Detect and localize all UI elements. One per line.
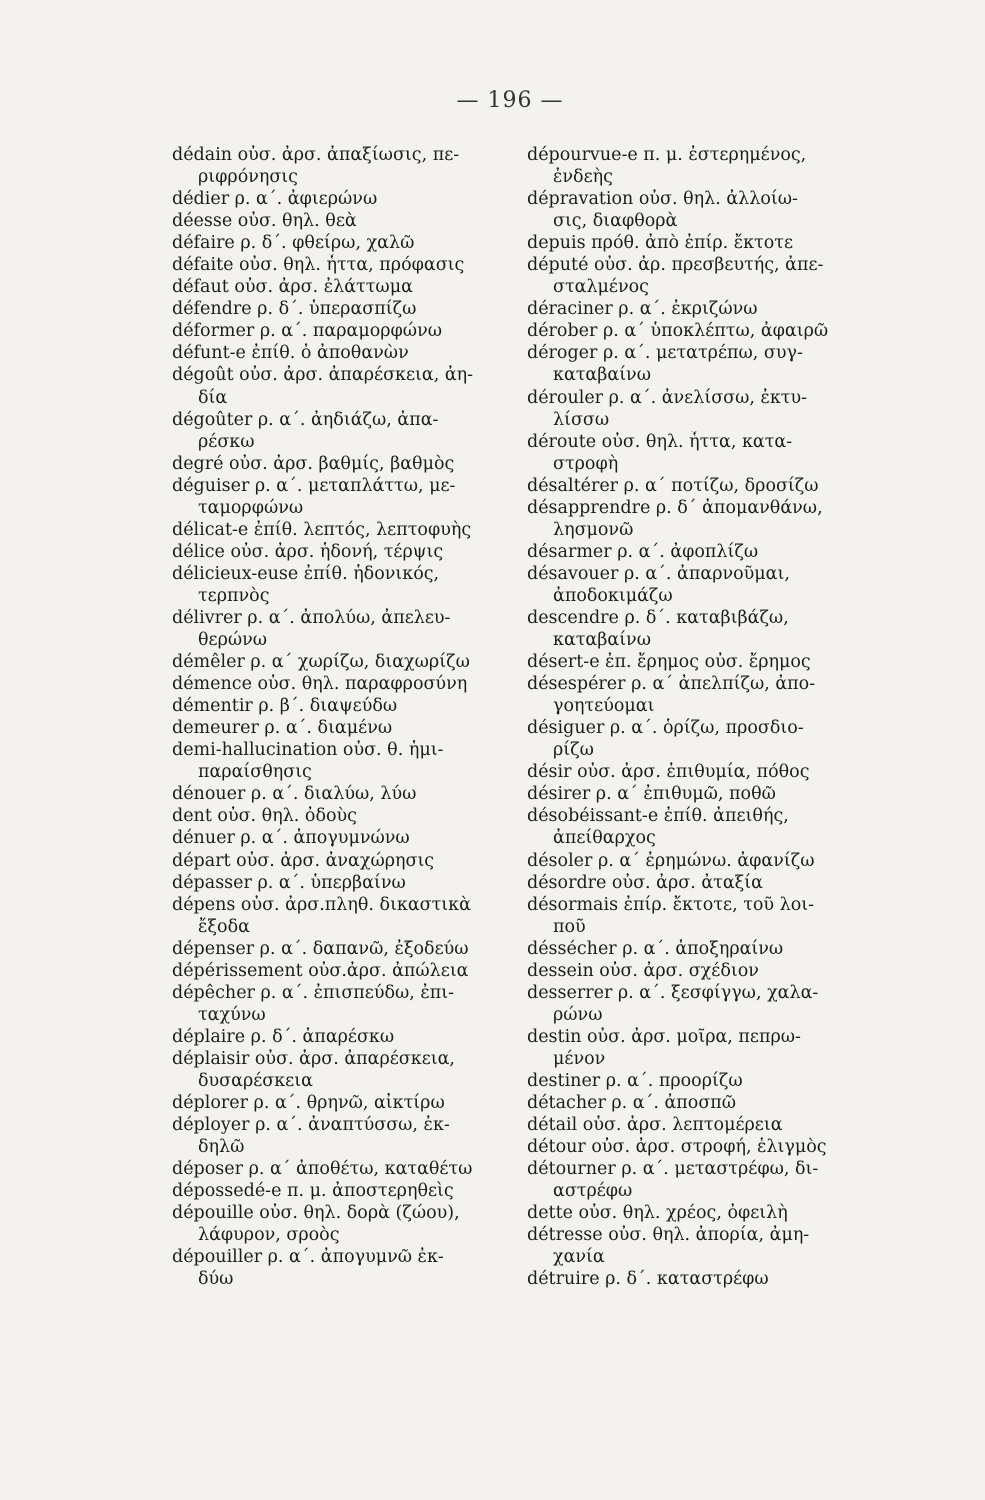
dictionary-entry: démence οὐσ. θηλ. παραφροσύνη bbox=[172, 674, 468, 695]
dictionary-entry: détacher ρ. α΄. ἀποσπῶ bbox=[527, 1093, 737, 1114]
dictionary-entry: dénuer ρ. α΄. ἀπογυμνώνω bbox=[172, 828, 410, 849]
dictionary-entry: déformer ρ. α΄. παραμορφώνω bbox=[172, 321, 442, 342]
dictionary-entry-continuation: λάφυρον, σροὸς bbox=[198, 1225, 340, 1246]
dictionary-entry: déroger ρ. α΄. μετατρέπω, συγ- bbox=[527, 343, 803, 364]
dictionary-entry: dédain οὐσ. ἀρσ. ἀπαξίωσις, πε- bbox=[172, 145, 460, 165]
dictionary-entry: degré οὐσ. ἀρσ. βαθμίς, βαθμὸς bbox=[172, 453, 455, 474]
dictionary-entry: délicieux-euse ἐπίθ. ἡδονικός, bbox=[172, 563, 440, 584]
dictionary-entry: déplorer ρ. α΄. θρηνῶ, αἰκτίρω bbox=[172, 1093, 445, 1114]
dictionary-entry: délicat-e ἐπίθ. λεπτός, λεπτοφυὴς bbox=[172, 519, 472, 540]
dictionary-entry-continuation: ἀπείθαρχος bbox=[553, 828, 656, 849]
dictionary-entry: député οὐσ. ἀρ. πρεσβευτής, ἀπε- bbox=[527, 255, 824, 276]
dictionary-entry: dépourvue-e π. μ. ἐστερημένος, bbox=[527, 145, 807, 165]
dictionary-entry: déguiser ρ. α΄. μεταπλάττω, με- bbox=[172, 475, 456, 496]
dictionary-entry: désespérer ρ. α΄ ἀπελπίζω, ἀπο- bbox=[527, 674, 816, 695]
dictionary-entry: démentir ρ. β΄. διαψεύδω bbox=[172, 696, 398, 717]
dictionary-entry-continuation: ἀποδοκιμάζω bbox=[553, 585, 673, 606]
dictionary-entry: dépasser ρ. α΄. ὑπερβαίνω bbox=[172, 872, 406, 893]
dictionary-entry: dépravation οὐσ. θηλ. ἀλλοίω- bbox=[527, 189, 798, 210]
dictionary-entry: défaire ρ. δ΄. φθείρω, χαλῶ bbox=[172, 233, 415, 254]
dictionary-entry: désir οὐσ. ἀρσ. ἐπιθυμία, πόθος bbox=[527, 762, 810, 783]
dictionary-entry: destiner ρ. α΄. προορίζω bbox=[527, 1070, 743, 1091]
dictionary-entry-continuation: ποῦ bbox=[553, 916, 586, 937]
dictionary-entry-continuation: σις, διαφθορὰ bbox=[553, 211, 678, 232]
dictionary-entry: destin οὐσ. ἀρσ. μοῖρα, πεπρω- bbox=[527, 1026, 801, 1047]
dictionary-entry-continuation: αστρέφω bbox=[553, 1181, 633, 1202]
dictionary-entry-continuation: μένον bbox=[553, 1048, 606, 1069]
dictionary-entry-continuation: καταβαίνω bbox=[553, 630, 651, 651]
dictionary-entry: dépossedé-e π. μ. ἀποστερηθεὶς bbox=[172, 1181, 454, 1202]
dictionary-entry: désormais ἐπίρ. ἔκτοτε, τοῦ λοι- bbox=[527, 894, 815, 915]
dictionary-entry: départ οὐσ. ἀρσ. ἀναχώρησις bbox=[172, 850, 435, 871]
dictionary-entry: descendre ρ. δ΄. καταβιβάζω, bbox=[527, 607, 789, 628]
dictionary-entry: désobéissant-e ἐπίθ. ἀπειθής, bbox=[527, 806, 789, 827]
dictionary-entry: désert-e ἐπ. ἔρημος οὐσ. ἔρημος bbox=[527, 652, 811, 673]
dictionary-entry: détour οὐσ. ἀρσ. στροφή, ἑλιγμὸς bbox=[527, 1137, 827, 1158]
dictionary-entry-continuation: θερώνω bbox=[198, 630, 268, 651]
dictionary-entry: demi-hallucination οὐσ. θ. ἡμι- bbox=[172, 740, 444, 761]
dictionary-entry: défaite οὐσ. θηλ. ἧττα, πρόφασις bbox=[172, 255, 465, 276]
dictionary-entry-continuation: ταχύνω bbox=[198, 1004, 266, 1025]
dictionary-entry: déplaire ρ. δ΄. ἀπαρέσκω bbox=[172, 1026, 395, 1047]
dictionary-entry-continuation: λησμονῶ bbox=[553, 519, 634, 540]
dictionary-entry: demeurer ρ. α΄. διαμένω bbox=[172, 718, 393, 739]
dictionary-entry: déraciner ρ. α΄. ἐκριζώνω bbox=[527, 299, 758, 320]
dictionary-entry: désordre οὐσ. ἀρσ. ἀταξία bbox=[527, 872, 763, 893]
dictionary-entry-continuation: ριφρόνησις bbox=[198, 167, 298, 188]
dictionary-entry: déssécher ρ. α΄. ἀποξηραίνω bbox=[527, 938, 784, 959]
dictionary-entry: désiguer ρ. α΄. ὁρίζω, προσδιο- bbox=[527, 718, 804, 739]
dictionary-entry: déployer ρ. α΄. ἀναπτύσσω, ἐκ- bbox=[172, 1115, 450, 1136]
dictionary-entry: désirer ρ. α΄ ἐπιθυμῶ, ποθῶ bbox=[527, 784, 776, 805]
dictionary-entry: dégoût οὐσ. ἀρσ. ἀπαρέσκεια, ἀη- bbox=[172, 365, 474, 386]
dictionary-entry-continuation: δυσαρέσκεια bbox=[198, 1070, 313, 1091]
dictionary-entry: desserrer ρ. α΄. ξεσφίγγω, χαλα- bbox=[527, 982, 819, 1003]
dictionary-entry: désavouer ρ. α΄. ἀπαρνοῦμαι, bbox=[527, 563, 790, 584]
dictionary-entry-continuation: δηλῶ bbox=[198, 1137, 245, 1158]
dictionary-entry-continuation: ρώνω bbox=[553, 1004, 603, 1025]
dictionary-entry: défendre ρ. δ΄. ὑπερασπίζω bbox=[172, 299, 417, 320]
dictionary-entry: dépêcher ρ. α΄. ἐπισπεύδω, ἐπι- bbox=[172, 982, 455, 1003]
dictionary-entry-continuation: στροφὴ bbox=[553, 453, 619, 474]
dictionary-entry: dépouille οὐσ. θηλ. δορὰ (ζώου), bbox=[172, 1203, 460, 1224]
dictionary-entry: désarmer ρ. α΄. ἀφοπλίζω bbox=[527, 541, 759, 562]
dictionary-entry-continuation: καταβαίνω bbox=[553, 365, 651, 386]
dictionary-entry-continuation: ἐνδεὴς bbox=[553, 167, 613, 188]
dictionary-entry: dédier ρ. α΄. ἀφιερώνω bbox=[172, 189, 378, 210]
left-column bbox=[172, 144, 502, 1290]
dictionary-entry: désaltérer ρ. α΄ ποτίζω, δροσίζω bbox=[527, 475, 819, 496]
dictionary-entry: défaut οὐσ. ἀρσ. ἐλάττωμα bbox=[172, 277, 413, 298]
dictionary-entry: dépérissement οὐσ.ἀρσ. ἀπώλεια bbox=[172, 960, 469, 981]
dictionary-entry-continuation: γοητεύομαι bbox=[553, 696, 655, 717]
dictionary-entry: dette οὐσ. θηλ. χρέος, ὀφειλὴ bbox=[527, 1203, 788, 1224]
dictionary-entry: dépouiller ρ. α΄. ἀπογυμνῶ ἐκ- bbox=[172, 1247, 444, 1268]
dictionary-entry: démêler ρ. α΄ χωρίζω, διαχωρίζω bbox=[172, 652, 470, 673]
dictionary-entry-continuation: δύω bbox=[198, 1269, 234, 1290]
dictionary-entry: désoler ρ. α΄ ἐρημώνω. ἀφανίζω bbox=[527, 850, 815, 871]
dictionary-entry-continuation: τερπνὸς bbox=[198, 585, 270, 606]
dictionary-entry-continuation: ρίζω bbox=[553, 740, 594, 761]
dictionary-entry-continuation: λίσσω bbox=[553, 409, 610, 430]
dictionary-entry-continuation: δία bbox=[198, 387, 228, 408]
dictionary-entry: depuis πρόθ. ἀπὸ ἐπίρ. ἔκτοτε bbox=[527, 233, 794, 254]
page-number: — 196 — bbox=[456, 88, 564, 113]
dictionary-entry: dénouer ρ. α΄. διαλύω, λύω bbox=[172, 784, 417, 805]
dictionary-entry: déroute οὐσ. θηλ. ἧττα, κατα- bbox=[527, 431, 793, 452]
dictionary-entry: dérouler ρ. α΄. ἀνελίσσω, ἐκτυ- bbox=[527, 387, 808, 408]
dictionary-entry-continuation: ρέσκω bbox=[198, 431, 255, 452]
dictionary-entry: délivrer ρ. α΄. ἀπολύω, ἀπελευ- bbox=[172, 607, 451, 628]
dictionary-entry-continuation: ἔξοδα bbox=[198, 916, 250, 937]
dictionary-entry: détruire ρ. δ΄. καταστρέφω bbox=[527, 1269, 769, 1290]
dictionary-entry: dérober ρ. α΄ ὑποκλέπτω, ἀφαιρῶ bbox=[527, 321, 829, 342]
dictionary-entry: défunt-e ἐπίθ. ὁ ἀποθανὼν bbox=[172, 343, 409, 364]
dictionary-entry: dessein οὐσ. ἀρσ. σχέδιον bbox=[527, 960, 759, 981]
dictionary-entry: détourner ρ. α΄. μεταστρέφω, δι- bbox=[527, 1159, 819, 1180]
dictionary-entry-continuation: ταμορφώνω bbox=[198, 497, 304, 518]
dictionary-entry: détresse οὐσ. θηλ. ἀπορία, ἀμη- bbox=[527, 1225, 810, 1246]
right-column bbox=[527, 144, 867, 1290]
dictionary-entry: dent οὐσ. θηλ. ὀδοὺς bbox=[172, 806, 357, 827]
dictionary-entry: dégoûter ρ. α΄. ἀηδιάζω, ἀπα- bbox=[172, 409, 439, 430]
dictionary-entry: dépens οὐσ. ἀρσ.πληθ. δικαστικὰ bbox=[172, 894, 471, 915]
dictionary-entry-continuation: σταλμένος bbox=[553, 277, 649, 298]
dictionary-entry: déesse οὐσ. θηλ. θεὰ bbox=[172, 211, 357, 232]
dictionary-entry-continuation: παραίσθησις bbox=[198, 762, 312, 783]
dictionary-entry: déplaisir οὐσ. ἀρσ. ἀπαρέσκεια, bbox=[172, 1048, 455, 1069]
dictionary-entry-continuation: χανία bbox=[553, 1247, 605, 1268]
dictionary-entry: détail οὐσ. ἀρσ. λεπτομέρεια bbox=[527, 1115, 783, 1136]
dictionary-entry: déposer ρ. α΄ ἀποθέτω, καταθέτω bbox=[172, 1159, 473, 1180]
dictionary-entry: dépenser ρ. α΄. δαπανῶ, ἐξοδεύω bbox=[172, 938, 469, 959]
dictionary-entry: désapprendre ρ. δ΄ ἀπομανθάνω, bbox=[527, 497, 823, 518]
dictionary-entry: délice οὐσ. ἀρσ. ἡδονή, τέρψις bbox=[172, 541, 444, 562]
